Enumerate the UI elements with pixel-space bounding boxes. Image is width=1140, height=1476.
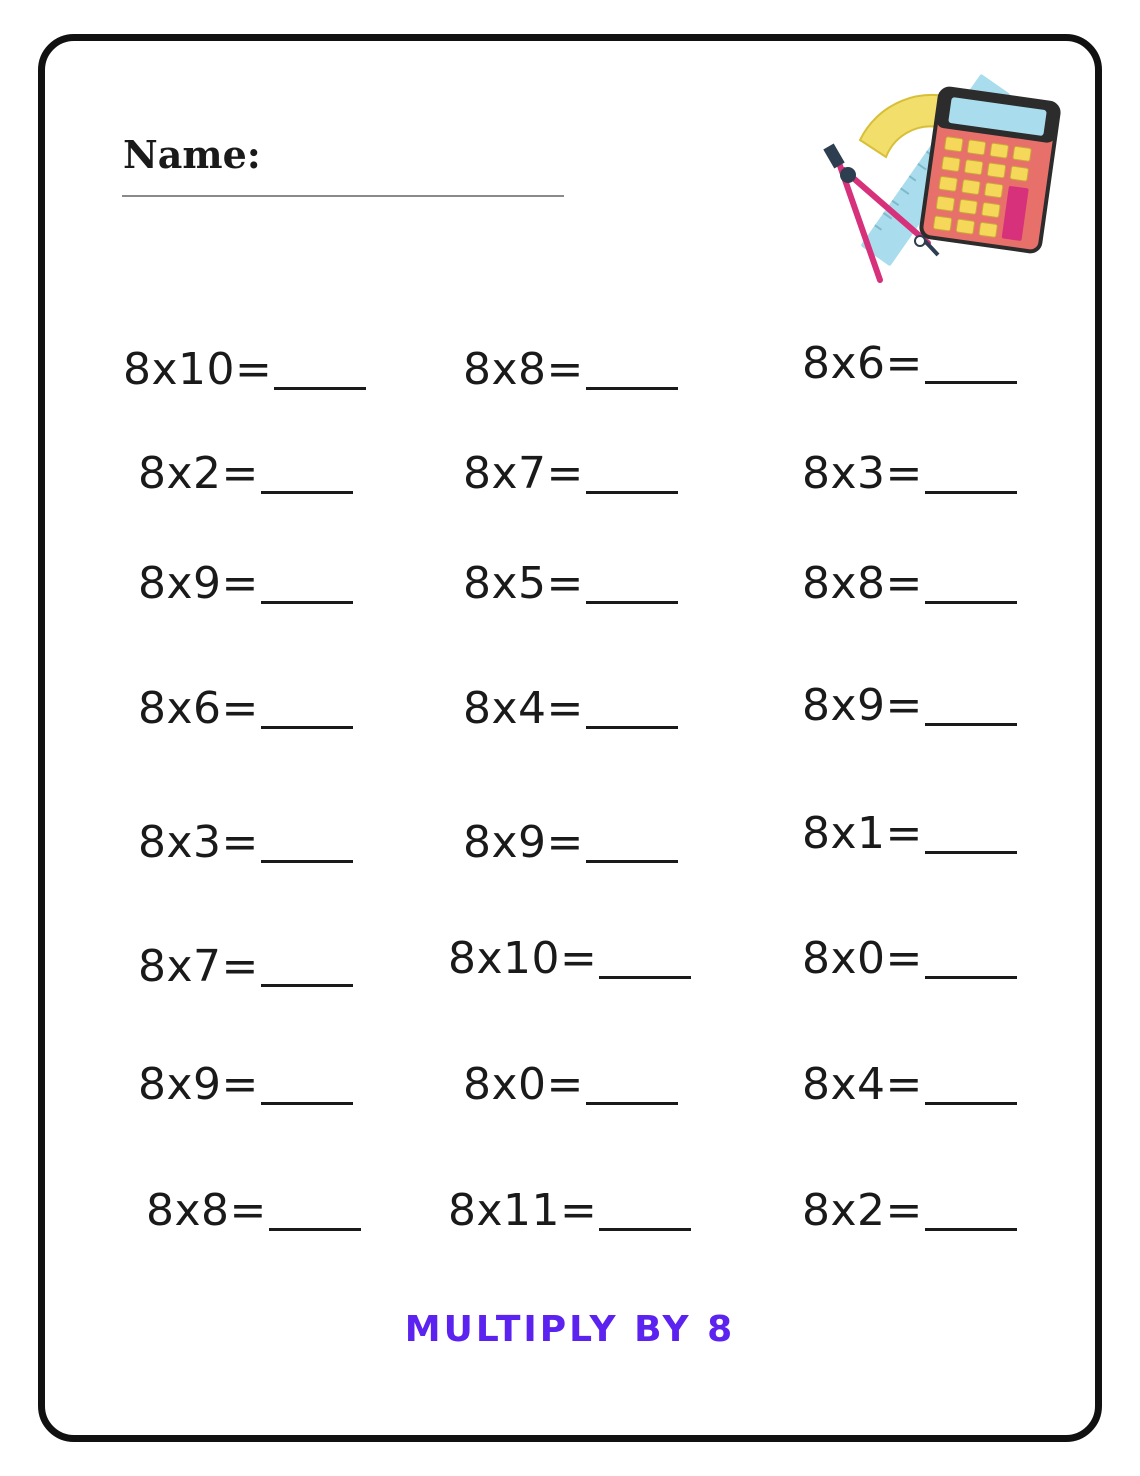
math-tools-calculator-clipart-icon <box>820 45 1065 295</box>
problem-r3-c3 <box>802 558 1017 609</box>
answer-blank <box>274 387 366 390</box>
answer-blank <box>925 851 1017 854</box>
answer-blank <box>261 860 353 863</box>
answer-blank <box>925 491 1017 494</box>
problem-r8-c1 <box>146 1185 361 1236</box>
equation-text: 8x4= <box>802 1059 923 1110</box>
problem-r4-c2 <box>463 683 678 734</box>
answer-blank <box>925 723 1017 726</box>
problem-r7-c2 <box>463 1059 678 1110</box>
problem-r7-c3 <box>802 1059 1017 1110</box>
equation-text: 8x9= <box>463 817 584 868</box>
answer-blank <box>925 1102 1017 1105</box>
answer-blank <box>599 1228 691 1231</box>
problem-r1-c2 <box>463 344 678 395</box>
problem-r1-c3 <box>802 338 1017 389</box>
answer-blank <box>261 984 353 987</box>
equation-text: 8x0= <box>463 1059 584 1110</box>
equation-text: 8x9= <box>802 680 923 731</box>
equation-text: 8x8= <box>802 558 923 609</box>
answer-blank <box>586 491 678 494</box>
problem-r5-c2 <box>463 817 678 868</box>
equation-text: 8x0= <box>802 933 923 984</box>
calculator-icon <box>920 87 1060 252</box>
answer-blank <box>261 726 353 729</box>
equation-text: 8x2= <box>138 448 259 499</box>
answer-blank <box>586 601 678 604</box>
problem-r2-c1 <box>138 448 353 499</box>
equation-text: 8x7= <box>138 941 259 992</box>
problem-r3-c2 <box>463 558 678 609</box>
equation-text: 8x7= <box>463 448 584 499</box>
answer-blank <box>599 976 691 979</box>
equation-text: 8x10= <box>123 344 273 395</box>
problem-r1-c1 <box>123 344 366 395</box>
equation-text: 8x3= <box>138 817 259 868</box>
answer-blank <box>261 491 353 494</box>
problem-r2-c2 <box>463 448 678 499</box>
equation-text: 8x11= <box>448 1185 598 1236</box>
equation-text: 8x8= <box>146 1185 267 1236</box>
equation-text: 8x8= <box>463 344 584 395</box>
equation-text: 8x3= <box>802 448 923 499</box>
answer-blank <box>261 1102 353 1105</box>
problem-r6-c2 <box>448 933 691 984</box>
equation-text: 8x1= <box>802 808 923 859</box>
problem-r6-c1 <box>138 941 353 992</box>
name-write-line <box>122 195 564 197</box>
problem-r8-c2 <box>448 1185 691 1236</box>
answer-blank <box>925 1228 1017 1231</box>
equation-text: 8x6= <box>802 338 923 389</box>
problem-r4-c3 <box>802 680 1017 731</box>
answer-blank <box>269 1228 361 1231</box>
worksheet-title: MULTIPLY BY 8 <box>404 1309 736 1350</box>
problem-r6-c3 <box>802 933 1017 984</box>
equation-text: 8x5= <box>463 558 584 609</box>
answer-blank <box>586 1102 678 1105</box>
problem-r8-c3 <box>802 1185 1017 1236</box>
problem-r3-c1 <box>138 558 353 609</box>
equation-text: 8x4= <box>463 683 584 734</box>
problem-r5-c1 <box>138 817 353 868</box>
problem-r5-c3 <box>802 808 1017 859</box>
answer-blank <box>586 860 678 863</box>
problem-r2-c3 <box>802 448 1017 499</box>
equation-text: 8x9= <box>138 1059 259 1110</box>
name-label: Name: <box>123 132 261 177</box>
answer-blank <box>586 726 678 729</box>
equation-text: 8x2= <box>802 1185 923 1236</box>
answer-blank <box>261 601 353 604</box>
problem-r7-c1 <box>138 1059 353 1110</box>
equation-text: 8x10= <box>448 933 598 984</box>
equation-text: 8x6= <box>138 683 259 734</box>
answer-blank <box>925 601 1017 604</box>
answer-blank <box>586 387 678 390</box>
answer-blank <box>925 381 1017 384</box>
problem-r4-c1 <box>138 683 353 734</box>
equation-text: 8x9= <box>138 558 259 609</box>
answer-blank <box>925 976 1017 979</box>
